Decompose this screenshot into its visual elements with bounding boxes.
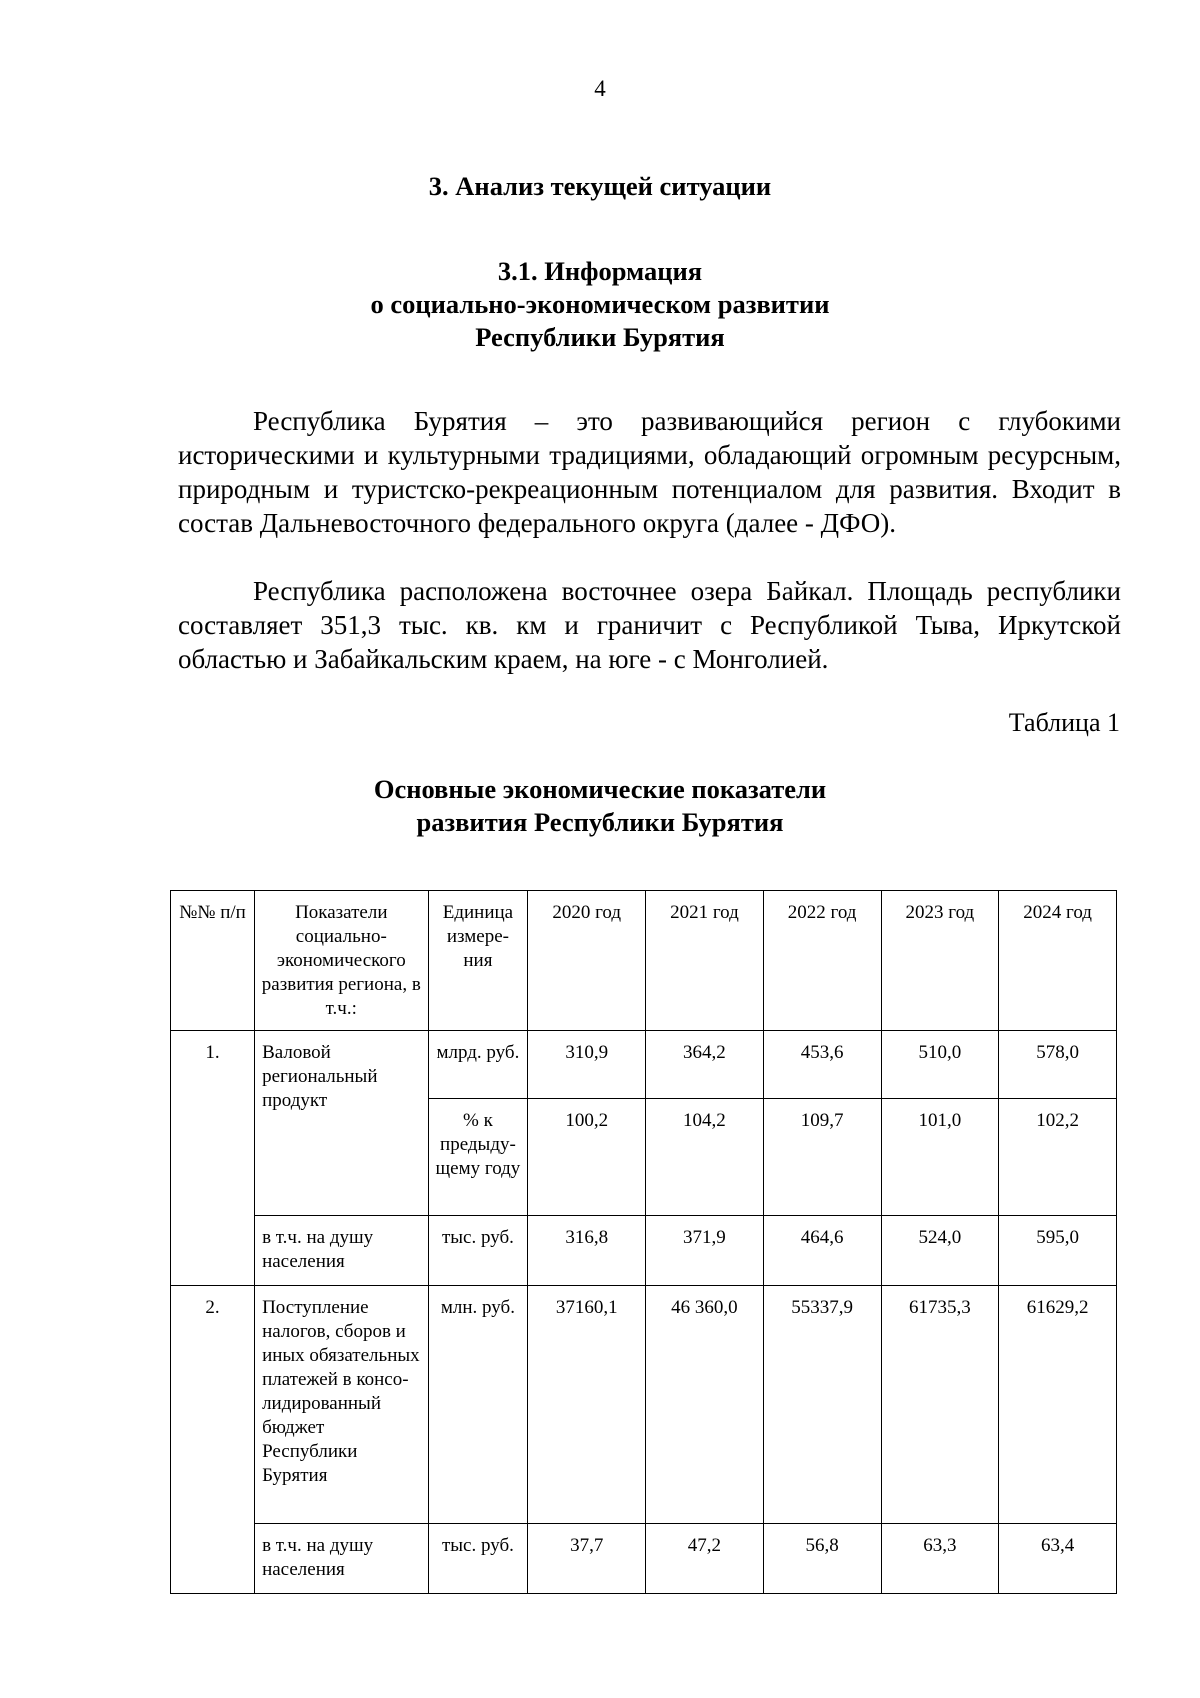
header-unit: Единица измере-ния (428, 891, 528, 1031)
indicator-name: в т.ч. на душу населения (255, 1524, 428, 1594)
unit-cell: млрд. руб. (428, 1031, 528, 1099)
subsection-heading-line3: Республики Бурятия (475, 322, 725, 352)
economic-indicators-table (170, 890, 1117, 1594)
value-cell: 37160,1 (528, 1286, 646, 1524)
header-year: 2024 год (999, 891, 1117, 1031)
paragraph-intro: Республика Бурятия – это развивающийся регион с глубокими историческими и культурными традициями, обладающий огромным ресурсным, природным и туристско-рекреационным потенциалом для развития. Входит в состав Дальневосточного федерального округа (далее - ДФО). (178, 406, 1121, 538)
value-cell: 61629,2 (999, 1286, 1117, 1524)
table-title (0, 773, 1200, 839)
row-number: 2. (171, 1286, 255, 1594)
value-cell: 316,8 (528, 1216, 646, 1286)
value-cell: 464,6 (763, 1216, 881, 1286)
unit-cell: % к предыду-щему году (428, 1099, 528, 1216)
header-year: 2021 год (646, 891, 764, 1031)
unit-cell: тыс. руб. (428, 1524, 528, 1594)
value-cell: 524,0 (881, 1216, 999, 1286)
value-cell: 61735,3 (881, 1286, 999, 1524)
subsection-heading-line2: о социально-экономическом развитии (370, 289, 830, 319)
subsection-heading-line1: 3.1. Информация (497, 256, 703, 286)
value-cell: 63,4 (999, 1524, 1117, 1594)
value-cell: 104,2 (646, 1099, 764, 1216)
indicator-name: Валовой региональный продукт (255, 1031, 428, 1216)
page-number: 4 (594, 76, 606, 101)
value-cell: 37,7 (528, 1524, 646, 1594)
table-header-row (171, 891, 1117, 1031)
table-caption: Таблица 1 (1008, 708, 1120, 737)
table-title-line1: Основные экономические показатели (373, 774, 827, 804)
unit-cell: млн. руб. (428, 1286, 528, 1524)
value-cell: 47,2 (646, 1524, 764, 1594)
paragraph-location: Республика расположена восточнее озера Байкал. Площадь республики составляет 351,3 тыс. кв. км и граничит с Республикой Тыва, Иркутской областью и Забайкальским краем, на юге - с Монголией. (178, 576, 1121, 674)
section-heading: 3. Анализ текущей ситуации (428, 171, 772, 201)
value-cell: 101,0 (881, 1099, 999, 1216)
value-cell: 109,7 (763, 1099, 881, 1216)
subsection-heading (0, 255, 1200, 354)
header-num: №№ п/п (171, 891, 255, 1031)
value-cell: 510,0 (881, 1031, 999, 1099)
value-cell: 56,8 (763, 1524, 881, 1594)
value-cell: 578,0 (999, 1031, 1117, 1099)
value-cell: 102,2 (999, 1099, 1117, 1216)
indicator-name: Поступление налогов, сборов и иных обязательных платежей в консо-лидированный бюджет Республики Бурятия (255, 1286, 428, 1524)
value-cell: 595,0 (999, 1216, 1117, 1286)
value-cell: 63,3 (881, 1524, 999, 1594)
value-cell: 453,6 (763, 1031, 881, 1099)
indicator-name: в т.ч. на душу населения (255, 1216, 428, 1286)
header-indicator: Показатели социально-экономического развития региона, в т.ч.: (255, 891, 428, 1031)
table-title-line2: развития Республики Бурятия (416, 807, 784, 837)
table-row (171, 1524, 1117, 1594)
table-row (171, 1286, 1117, 1524)
header-year: 2020 год (528, 891, 646, 1031)
value-cell: 310,9 (528, 1031, 646, 1099)
row-number: 1. (171, 1031, 255, 1286)
table-row (171, 1216, 1117, 1286)
value-cell: 364,2 (646, 1031, 764, 1099)
value-cell: 100,2 (528, 1099, 646, 1216)
value-cell: 46 360,0 (646, 1286, 764, 1524)
header-year: 2023 год (881, 891, 999, 1031)
header-year: 2022 год (763, 891, 881, 1031)
value-cell: 371,9 (646, 1216, 764, 1286)
value-cell: 55337,9 (763, 1286, 881, 1524)
unit-cell: тыс. руб. (428, 1216, 528, 1286)
table-row (171, 1031, 1117, 1099)
